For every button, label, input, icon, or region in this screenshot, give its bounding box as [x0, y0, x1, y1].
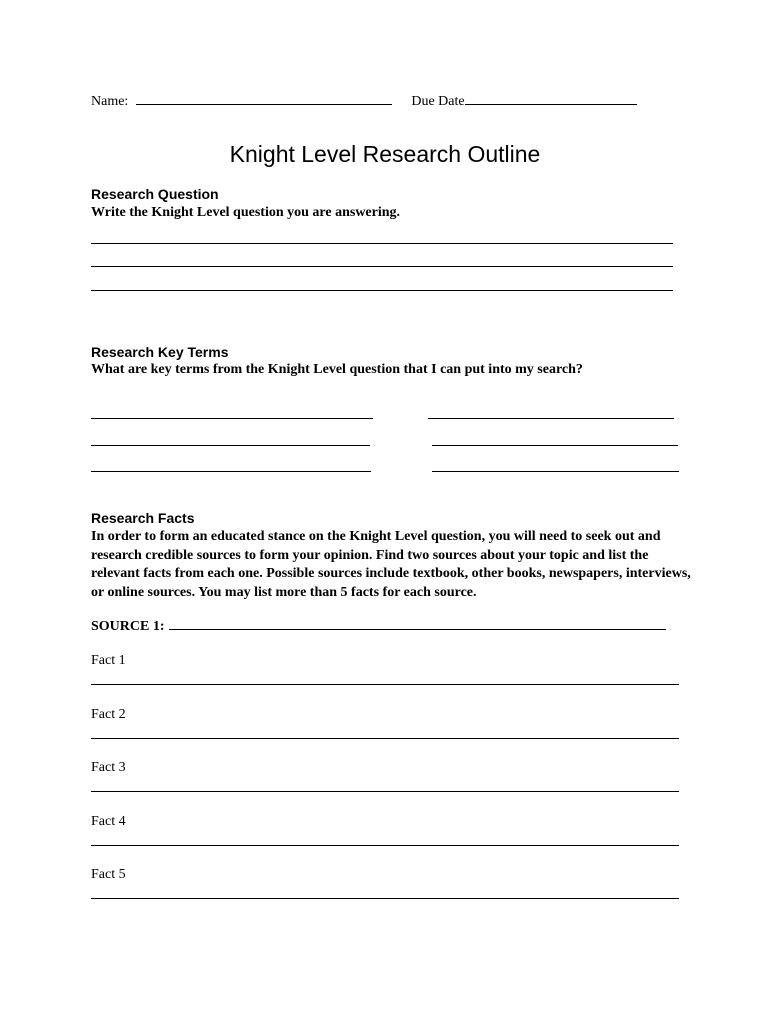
- due-date-field[interactable]: [465, 92, 637, 105]
- key-term-line-6[interactable]: [432, 471, 679, 472]
- key-term-line-4[interactable]: [432, 445, 678, 446]
- research-facts-instructions: In order to form an educated stance on the Knight Level question, you will need to seek out and research credible sources to form your opinion. Find two sources about your topic and list the relevant facts from each one. Possible sources include textbook, other books, newspapers, interviews, or online sources. You may list more than 5 facts for each source.: [91, 529, 691, 600]
- fact-line-3[interactable]: [91, 791, 679, 792]
- key-terms-prompt: What are key terms from the Knight Level question that I can put into my search?: [91, 362, 583, 377]
- research-facts-heading: Research Facts: [91, 510, 195, 526]
- fact-line-1[interactable]: [91, 684, 679, 685]
- research-question-prompt: Write the Knight Level question you are answering.: [91, 205, 401, 220]
- fact-line-4[interactable]: [91, 845, 679, 846]
- source-field[interactable]: [169, 617, 666, 630]
- name-label: Name:: [91, 94, 129, 109]
- source-label: SOURCE 1:: [91, 619, 165, 634]
- fact-label-2: Fact 2: [91, 707, 126, 722]
- key-term-line-2[interactable]: [428, 418, 674, 419]
- research-question-line-1[interactable]: [91, 243, 673, 244]
- key-term-line-1[interactable]: [91, 418, 373, 419]
- key-terms-heading: Research Key Terms: [91, 344, 229, 360]
- fact-line-5[interactable]: [91, 898, 679, 899]
- research-question-heading: Research Question: [91, 186, 219, 202]
- source-row: [91, 617, 666, 635]
- fact-label-5: Fact 5: [91, 867, 126, 882]
- fact-label-1: Fact 1: [91, 653, 126, 668]
- research-question-line-3[interactable]: [91, 290, 673, 291]
- fact-line-2[interactable]: [91, 738, 679, 739]
- fact-label-3: Fact 3: [91, 760, 126, 775]
- page-title: Knight Level Research Outline: [229, 141, 541, 167]
- due-date-label: Due Date: [411, 94, 465, 109]
- name-field[interactable]: [136, 92, 392, 105]
- key-term-line-3[interactable]: [91, 445, 370, 446]
- name-due-date-row: [91, 92, 637, 110]
- key-term-line-5[interactable]: [91, 471, 371, 472]
- fact-label-4: Fact 4: [91, 814, 126, 829]
- research-question-line-2[interactable]: [91, 266, 673, 267]
